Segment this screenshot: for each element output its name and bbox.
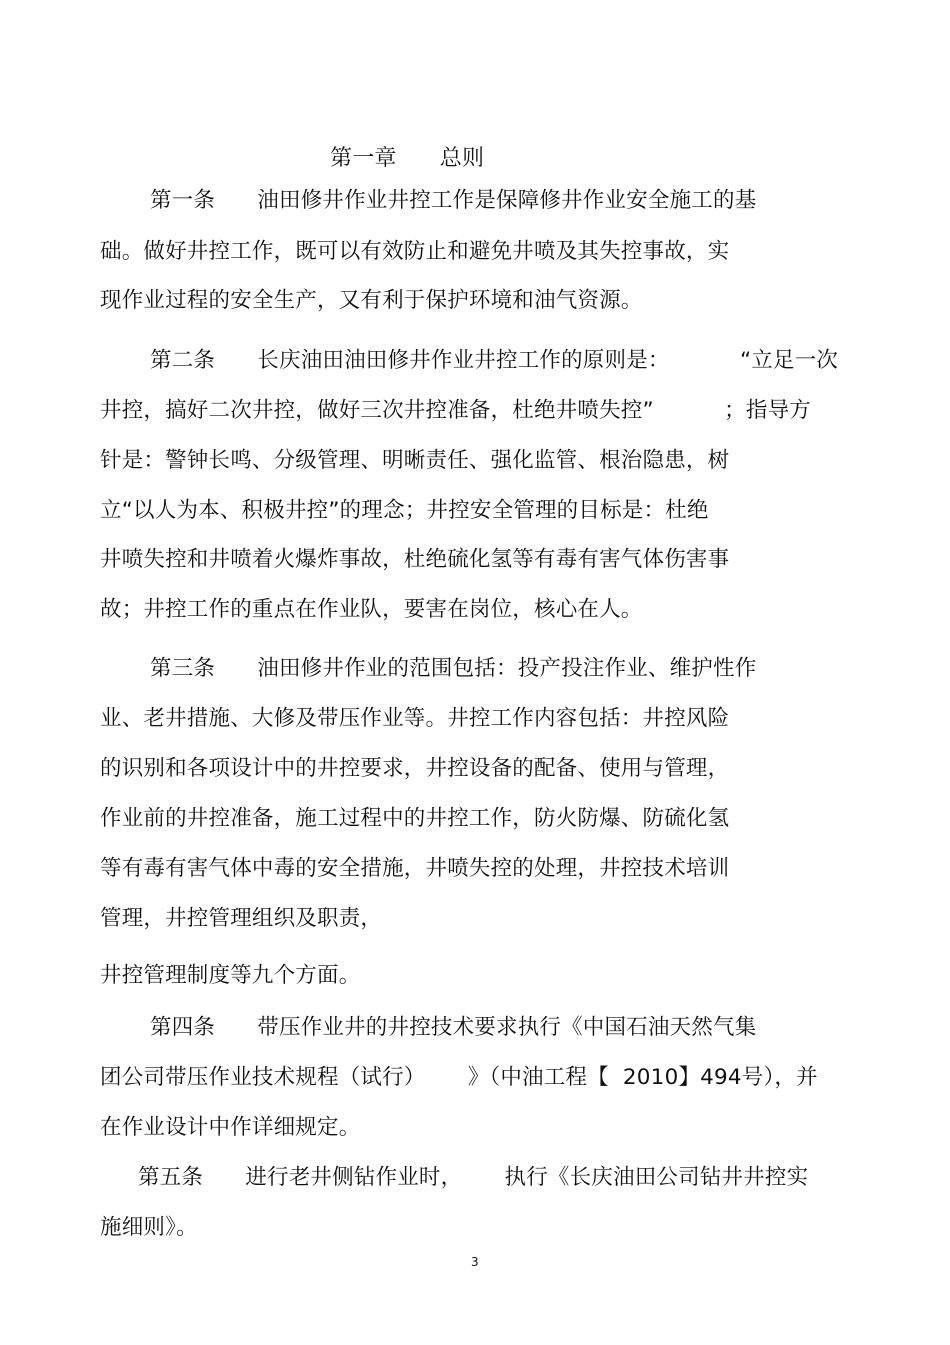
article-line: 针是：警钟长鸣、分级管理、明晰责任、强化监管、根治隐患，树: [100, 448, 730, 473]
article-line: 等有毒有害气体中毒的安全措施，井喷失控的处理，井控技术培训: [100, 856, 730, 881]
article-line: 第五条 进行老井侧钻作业时， 执行《长庆油田公司钻井井控实: [138, 1165, 809, 1190]
article-line: 第三条 油田修井作业的范围包括：投产投注作业、维护性作: [150, 656, 757, 681]
article-line: 管理，井控管理组织及职责，: [100, 906, 383, 931]
article-line: 故；井控工作的重点在作业队，要害在岗位，核心在人。: [100, 597, 643, 622]
article-line: 团公司带压作业技术规程（试行） 》（中油工程【 2010】494号），并: [100, 1065, 818, 1090]
page-number: 3: [471, 1255, 479, 1269]
article-line: 现作业过程的安全生产，又有利于保护环境和油气资源。: [100, 288, 643, 313]
article-line: 第一条 油田修井作业井控工作是保障修井作业安全施工的基: [150, 188, 757, 213]
article-line: 立“以人为本、积极井控”的理念；井控安全管理的目标是：杜绝: [100, 498, 709, 523]
article-line: 井控，搞好二次井控，做好三次井控准备，杜绝井喷失控” ；指导方: [100, 398, 811, 423]
article-line: 第四条 带压作业井的井控技术要求执行《中国石油天然气集: [150, 1015, 757, 1040]
article-line: 施细则》。: [100, 1215, 198, 1240]
article-line: 作业前的井控准备，施工过程中的井控工作，防火防爆、防硫化氢: [100, 806, 730, 831]
chapter-title: 第一章 总则: [330, 146, 485, 171]
article-line: 的识别和各项设计中的井控要求，井控设备的配备、使用与管理，: [100, 756, 730, 781]
article-line: 在作业设计中作详细规定。: [100, 1115, 361, 1140]
article-line: 础。做好井控工作，既可以有效防止和避免井喷及其失控事故，实: [100, 239, 730, 264]
article-line: 井喷失控和井喷着火爆炸事故，杜绝硫化氢等有毒有害气体伤害事: [100, 547, 730, 572]
article-line: 业、老井措施、大修及带压作业等。井控工作内容包括：井控风险: [100, 706, 730, 731]
article-line: 第二条 长庆油田油田修井作业井控工作的原则是： “立足一次: [150, 348, 839, 373]
article-line: 井控管理制度等九个方面。: [100, 963, 361, 988]
